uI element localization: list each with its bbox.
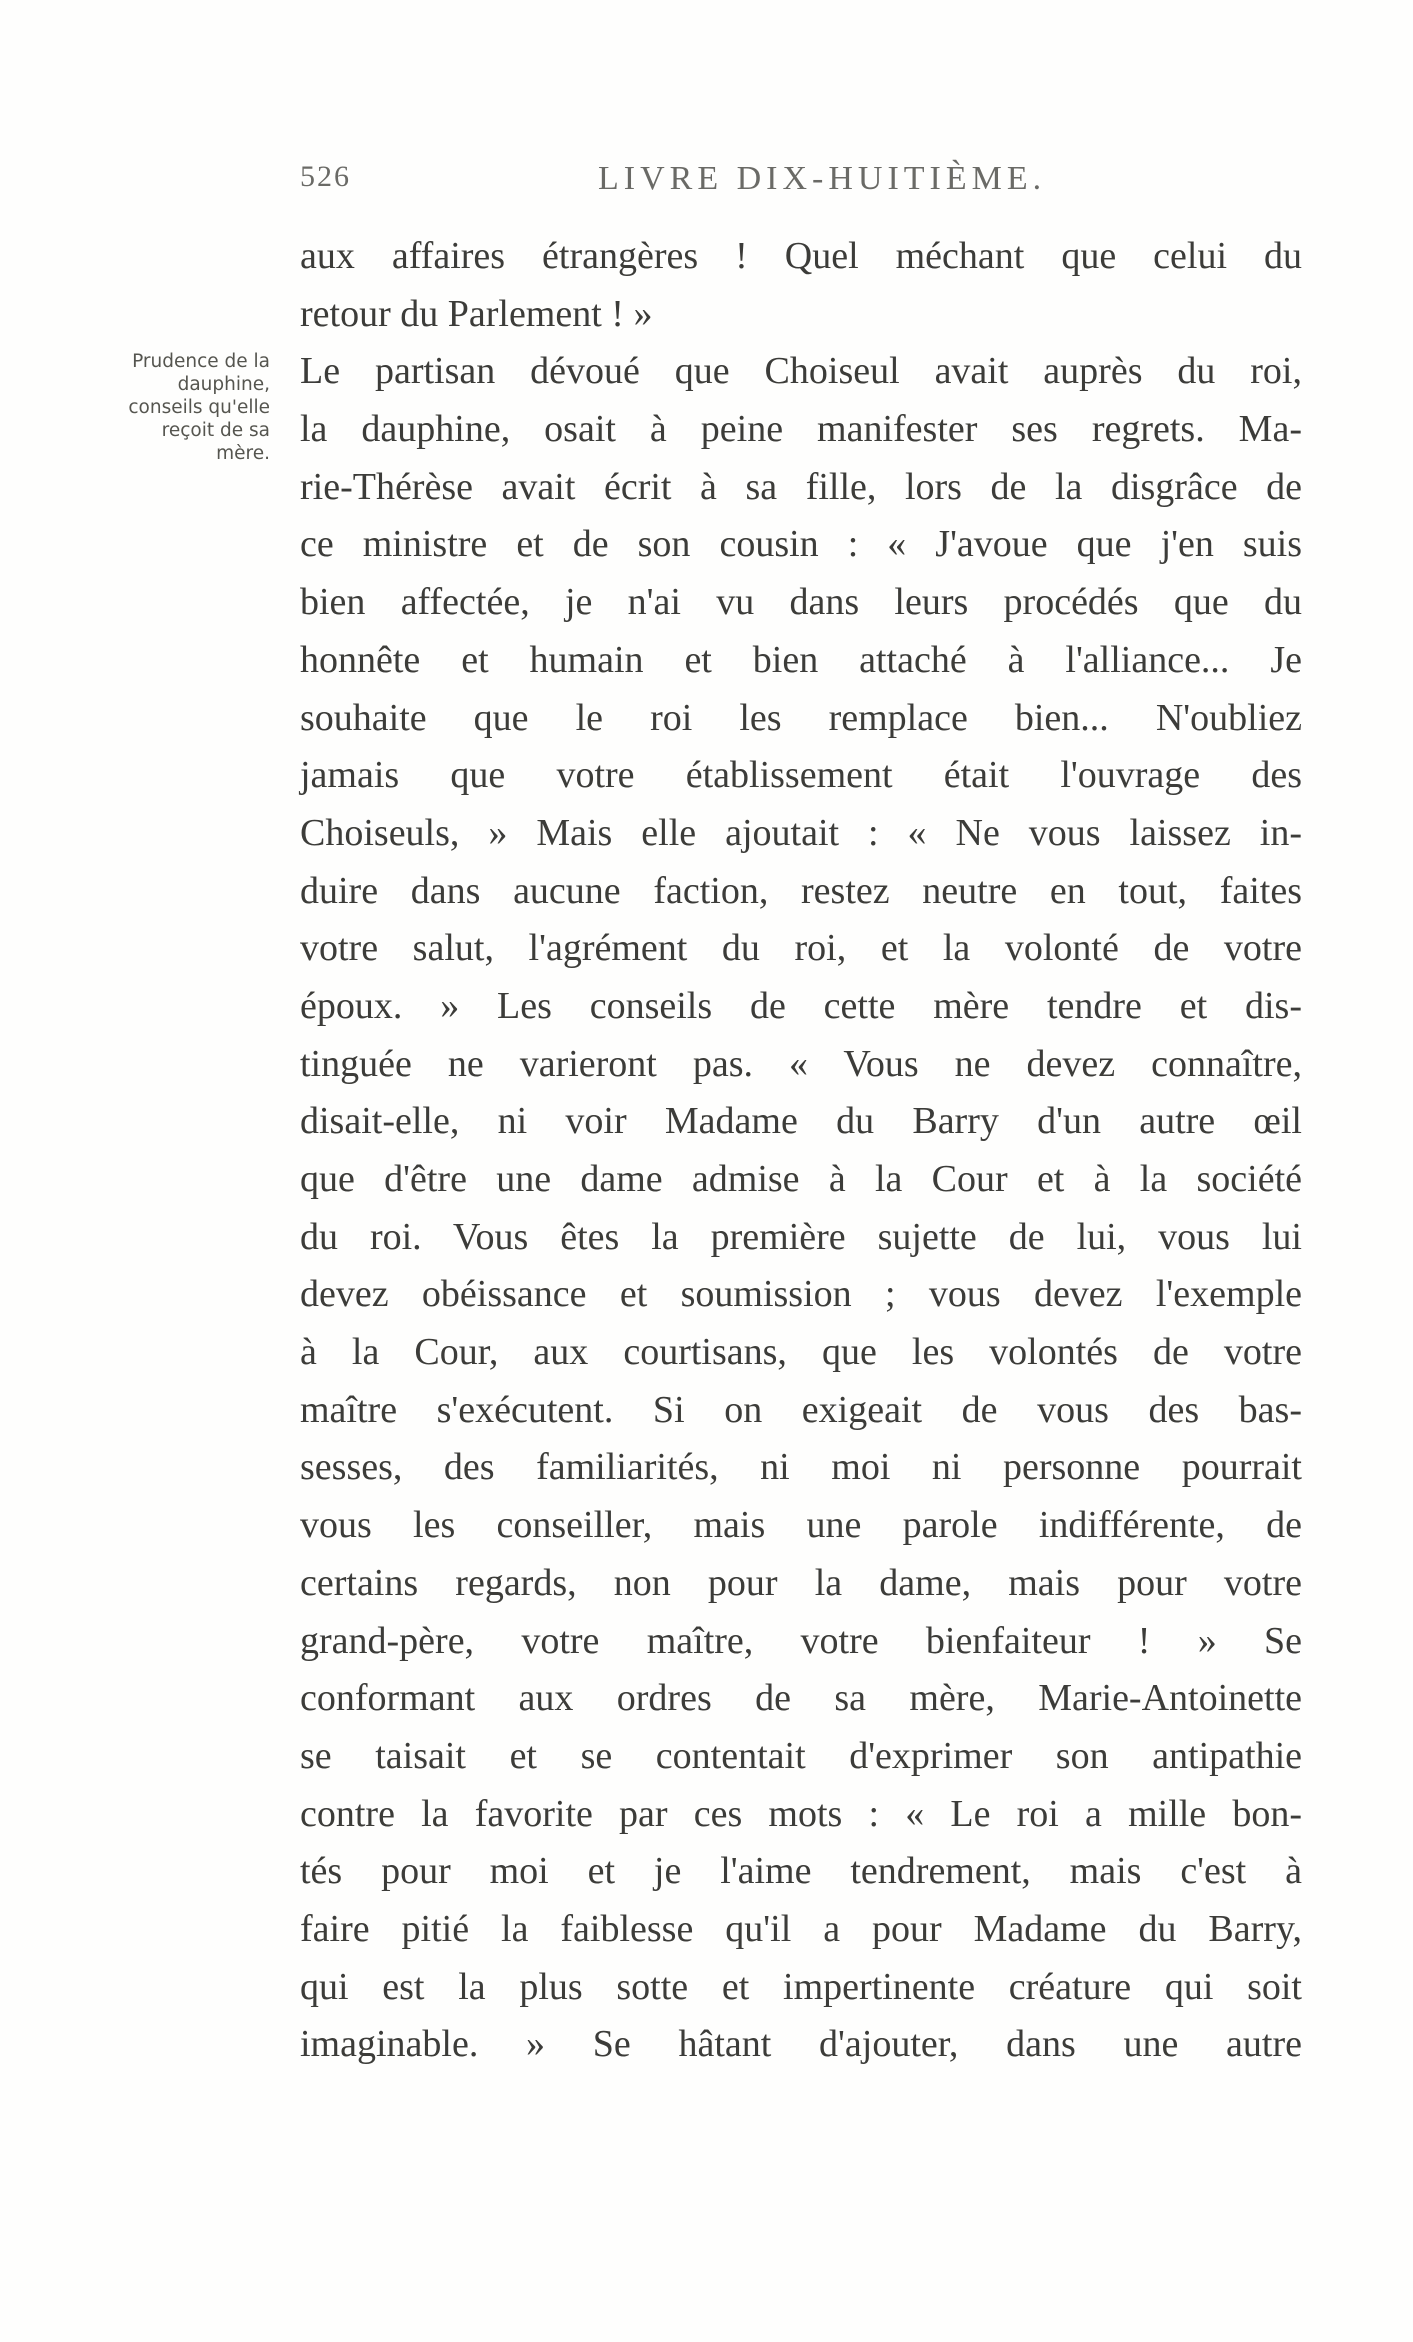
text-line: devez obéissance et soumission ; vous devez l'exemple <box>300 1273 1302 1316</box>
text-line: souhaite que le roi les remplace bien... N'oubliez <box>300 696 1302 739</box>
text-line: à la Cour, aux courtisans, que les volontés de votre <box>300 1331 1302 1374</box>
text-line: Choiseuls, » Mais elle ajoutait : « Ne vous laissez in- <box>300 811 1302 854</box>
margin-note-line: mère. <box>216 443 270 464</box>
margin-note-line: Prudence de la <box>132 351 270 372</box>
text-line: qui est la plus sotte et impertinente créature qui soit <box>300 1965 1302 2008</box>
text-line: vous les conseiller, mais une parole indifférente, de <box>300 1504 1302 1547</box>
text-line: disait-elle, ni voir Madame du Barry d'un autre œil <box>300 1100 1302 1143</box>
text-line: faire pitié la faiblesse qu'il a pour Madame du Barry, <box>300 1907 1302 1950</box>
text-line: bien affectée, je n'ai vu dans leurs procédés que du <box>300 581 1302 624</box>
book-title: LIVRE DIX-HUITIÈME. <box>598 160 1047 197</box>
margin-note-line: reçoit de sa <box>161 420 270 441</box>
text-line: jamais que votre établissement était l'ouvrage des <box>300 754 1302 797</box>
text-line: sesses, des familiarités, ni moi ni personne pourrait <box>300 1446 1302 1489</box>
margin-note <box>80 350 270 465</box>
text-line: ce ministre et de son cousin : « J'avoue que j'en suis <box>300 523 1302 566</box>
body-text <box>300 228 1302 2074</box>
text-line: contre la favorite par ces mots : « Le roi a mille bon- <box>300 1792 1302 1835</box>
text-line: tés pour moi et je l'aime tendrement, mais c'est à <box>300 1850 1302 1893</box>
text-line: rie-Thérèse avait écrit à sa fille, lors de la disgrâce de <box>300 465 1302 508</box>
text-line: duire dans aucune faction, restez neutre en tout, faites <box>300 869 1302 912</box>
margin-note-line: dauphine, <box>177 374 270 395</box>
text-line: retour du Parlement ! » <box>300 292 653 335</box>
text-line: se taisait et se contentait d'exprimer son antipathie <box>300 1734 1302 1777</box>
text-line: Le partisan dévoué que Choiseul avait auprès du roi, <box>300 350 1302 393</box>
text-line: tinguée ne varieront pas. « Vous ne devez connaître, <box>300 1042 1302 1085</box>
text-line: grand-père, votre maître, votre bienfaiteur ! » Se <box>300 1619 1302 1662</box>
text-line: imaginable. » Se hâtant d'ajouter, dans une autre <box>300 2023 1302 2066</box>
text-line: conformant aux ordres de sa mère, Marie-Antoinette <box>300 1677 1302 1720</box>
text-line: du roi. Vous êtes la première sujette de lui, vous lui <box>300 1215 1302 1258</box>
text-line: que d'être une dame admise à la Cour et à la société <box>300 1158 1302 1200</box>
text-line: aux affaires étrangères ! Quel méchant que celui du <box>300 235 1302 277</box>
margin-note-line: conseils qu'elle <box>128 397 270 418</box>
text-line: la dauphine, osait à peine manifester ses regrets. Ma- <box>300 408 1302 451</box>
text-line: certains regards, non pour la dame, mais pour votre <box>300 1561 1302 1604</box>
text-line: honnête et humain et bien attaché à l'alliance... Je <box>300 638 1302 681</box>
text-line: votre salut, l'agrément du roi, et la volonté de votre <box>300 927 1302 970</box>
text-line: époux. » Les conseils de cette mère tendre et dis- <box>300 984 1302 1027</box>
page-number: 526 <box>300 160 351 193</box>
text-line: maître s'exécutent. Si on exigeait de vous des bas- <box>300 1388 1302 1431</box>
running-head <box>300 160 1310 210</box>
